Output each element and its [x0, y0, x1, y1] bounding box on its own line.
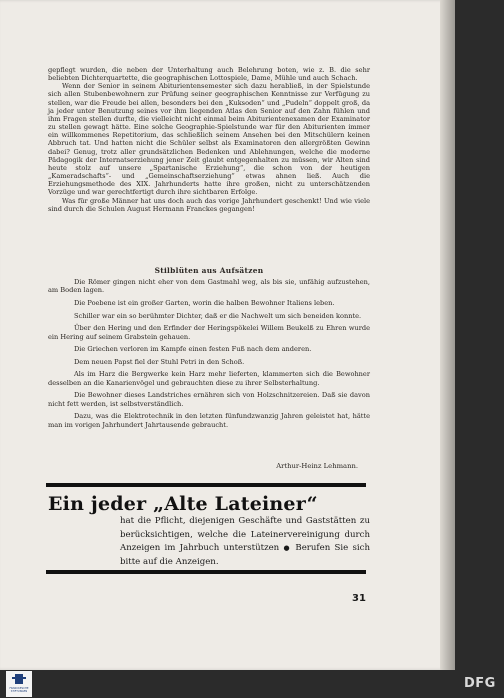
article-paragraph-2: Wenn der Senior in seinem Abiturientensemester sich dazu herabließ, in der Spielstunde sich allen Stubenbewohnern zur Prüfung seiner geographischen Kenntnisse zur Verfügung zu stellen, war die Freude bei allen, besonders bei den „Kuksoden“ und „Pudeln“ doppelt groß, da ja jeder unter Benutzung seines vor ihm liegenden Atlas den Senior auf den Zahn fühlen und ihm Fragen stellen durfte, die vielleicht nicht einmal beim Abiturientenexamen der Examinator zu stellen gewagt hätte. Eine solche Geographie-Spielstunde war für den Abiturienten immer ein willkommenes Repetitorium, das schließlich seinem Ansehen bei den Mitschülern keinen Abbruch tat. Und hatten nicht die Schüler selbst als Examinatoren den allergrößten Gewinn dabei? Genug, trotz aller grundsätzlichen Bedenken und Ablehnungen, welche die moderne Pädagogik der Internatserziehung jener Zeit glaubt entgegenhalten zu müssen, wir Alten sind heute stolz auf unsere „Spartanische Erziehung“, die schon von der heutigen „Kameradschafts“- und „Gemeinschaftserziehung“ etwas ahnen ließ. Auch die Erziehungsmethode des XIX. Jahrhunderts hatte ihre großen, nicht zu unterschätzenden Vorzüge und war gerechtfertigt durch ihre sichtbaren Erfolge. [48, 82, 370, 197]
quote-item: Dem neuen Papst fiel der Stuhl Petri in den Schoß. [74, 357, 245, 366]
ad-headline: Ein jeder „Alte Lateiner“ [48, 493, 318, 515]
ad-body-text: hat die Pflicht, diejenigen Geschäfte und Gaststätten zu berücksichtigen, welche die Lateinervereinigung durch Anzeigen im Jahrbuch unterstützen [120, 516, 370, 554]
quote-item: Über den Hering und den Erfinder der Heringspökelei Willem Beukelß zu Ehren wurde ein Hering auf seinem Grabstein gehauen. [48, 324, 370, 341]
quote-item: Die Poebene ist ein großer Garten, worin die halben Bewohner Italiens leben. [74, 299, 335, 307]
logo-mark-icon [6, 671, 32, 687]
quote-item: Die Griechen verloren im Kampfe einen festen Fuß nach dem anderen. [74, 345, 312, 354]
ad-body-end: Berufen Sie sich bitte auf die Anzeigen. [120, 543, 370, 567]
ad-bottom-rule [46, 570, 366, 574]
ad-body [120, 515, 370, 569]
logo-text: FRANCKESCHE STIFTUNGEN [9, 687, 29, 693]
quote-item: Schiller war ein so berühmter Dichter, daß er die Nachwelt um sich beneiden konnte. [74, 311, 362, 320]
article-paragraph-3: Was für große Männer hat uns doch auch das vorige Jahrhundert geschenkt! Und wie viele sind durch die Schulen August Hermann Franckes gegangen! [48, 196, 370, 213]
quote-item: Als im Harz die Bergwerke kein Harz mehr lieferten, klammerten sich die Bewohner desselben an die Kanarienvögel und gebrauchten diese zu ihrer Selbsterhaltung. [48, 370, 370, 387]
quote-item: Die Bewohner dieses Landstriches ernähren sich von Holzschnitzereien. Daß sie davon nicht fett werden, ist selbstverständlich. [48, 391, 370, 408]
ad-top-rule [46, 483, 366, 487]
article-paragraph-1: gepflegt wurden, die neben der Unterhaltung auch Belehrung boten, wie z. B. die sehr beliebten Dichterquartette, die geographischen Lottospiele, Dame, Mühle und auch Schach. [48, 66, 370, 83]
section-title: Stilblüten aus Aufsätzen [154, 266, 264, 275]
franckesche-logo [6, 671, 32, 697]
bullet-icon: ● [283, 544, 292, 553]
dfg-logo: DFG [464, 676, 496, 691]
article-body [48, 66, 370, 213]
quote-item: Die Römer gingen nicht eher von dem Gastmahl weg, als bis sie, unfähig aufzustehen, am Boden lagen. [48, 278, 370, 295]
page-edge [440, 0, 455, 670]
quote-item: Dazu, was die Elektrotechnik in den letzten fünfundzwanzig Jahren geleistet hat, hätte man im vorigen Jahrhundert Jahrtausende gebraucht. [48, 412, 370, 429]
page-number: 31 [352, 593, 366, 604]
author-signature: Arthur-Heinz Lehmann. [276, 462, 358, 470]
quote-list [48, 278, 370, 429]
viewer-footer [0, 670, 504, 698]
